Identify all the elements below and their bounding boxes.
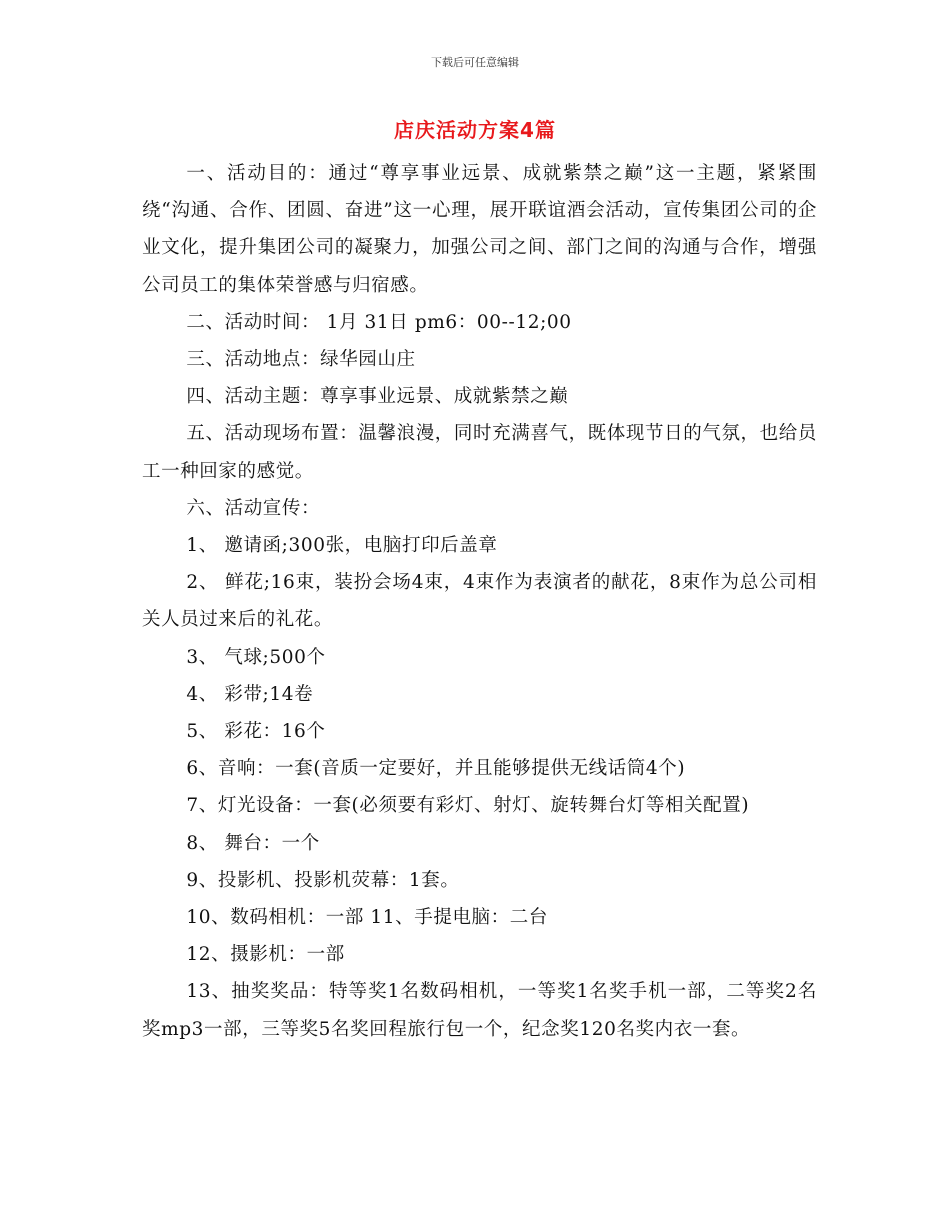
paragraph-location: 三、活动地点：绿华园山庄: [186, 349, 416, 371]
document-title: 店庆活动方案4篇: [394, 118, 556, 142]
paragraph-purpose: 一、活动目的：通过“尊享事业远景、成就紫禁之巅”这一主题，紧紧围绕“沟通、合作、团圆、奋进”这一心理，展开联谊酒会活动，宣传集团公司的企业文化，提升集团公司的凝聚力，加强公司之间、部门之间的沟通与合作，增强公司员工的集体荣誉感与归宿感。: [142, 163, 817, 296]
list-item-flowers: 2、 鲜花;16束，装扮会场4束，4束作为表演者的献花，8束作为总公司相关人员过来后的礼花。: [142, 572, 817, 631]
page-header-note: 下载后可任意编辑: [431, 56, 519, 69]
paragraph-time: 二、活动时间： 1月 31日 pm6：00--12;00: [186, 311, 572, 333]
paragraph-promotion: 六、活动宣传：: [186, 497, 321, 519]
document-body: [142, 155, 817, 1048]
list-item-camera-laptop: 10、数码相机：一部 11、手提电脑：二台: [186, 907, 548, 929]
list-item-stage: 8、 舞台：一个: [186, 832, 320, 854]
list-item-video-camera: 12、摄影机：一部: [186, 944, 345, 966]
list-item-lighting: 7、灯光设备：一套(必须要有彩灯、射灯、旋转舞台灯等相关配置): [186, 795, 750, 817]
list-item-invitations: 1、 邀请函;300张，电脑打印后盖章: [186, 535, 498, 557]
list-item-projector: 9、投影机、投影机荧幕：1套。: [186, 869, 460, 891]
list-item-ribbons: 4、 彩带;14卷: [186, 683, 314, 705]
paragraph-venue-decoration: 五、活动现场布置：温馨浪漫，同时充满喜气，既体现节日的气氛，也给员工一种回家的感觉。: [142, 423, 817, 482]
list-item-balloons: 3、 气球;500个: [186, 646, 326, 668]
list-item-lottery-prizes: 13、抽奖奖品：特等奖1名数码相机，一等奖1名奖手机一部，二等奖2名奖mp3一部，三等奖5名奖回程旅行包一个，纪念奖120名奖内衣一套。: [142, 981, 817, 1040]
list-item-audio: 6、音响：一套(音质一定要好，并且能够提供无线话筒4个): [186, 758, 686, 780]
list-item-confetti: 5、 彩花：16个: [186, 721, 326, 743]
paragraph-theme: 四、活动主题：尊享事业远景、成就紫禁之巅: [186, 386, 569, 408]
